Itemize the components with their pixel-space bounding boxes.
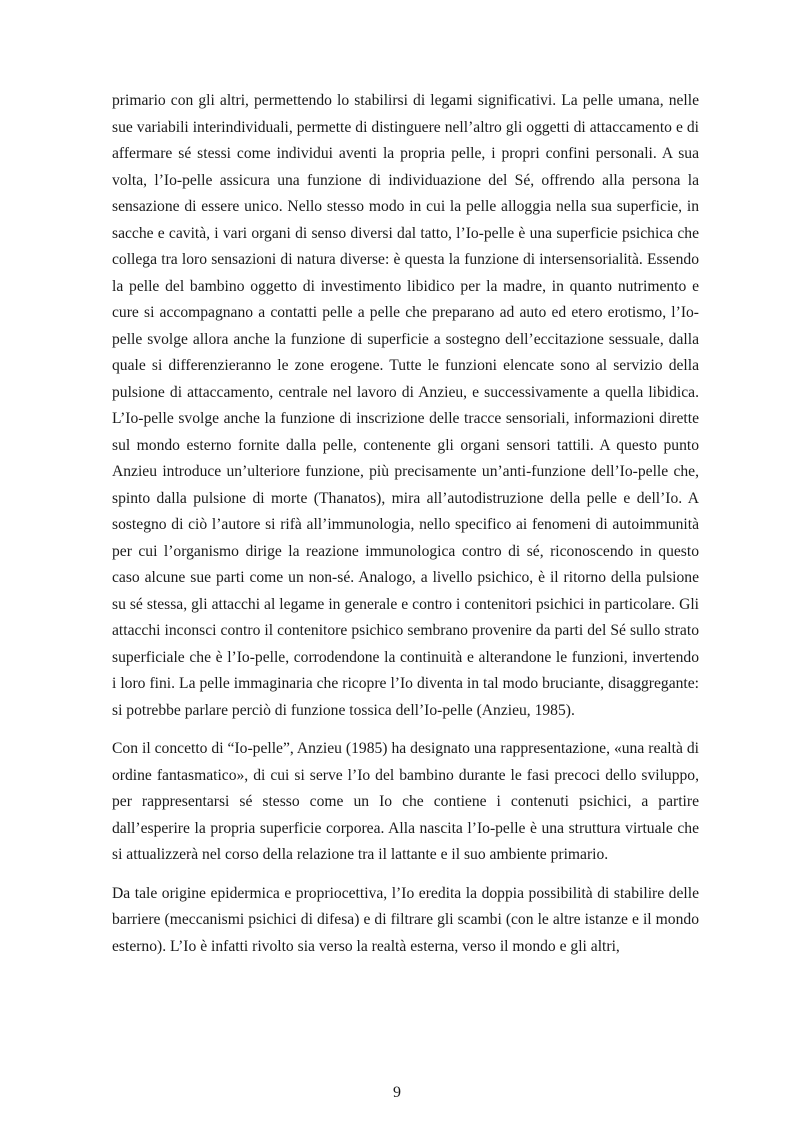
paragraph-io-pelle-functions: primario con gli altri, permettendo lo stabilirsi di legami significativi. La pelle umana, nelle sue variabili interindividuali, permette di distinguere nell’altro gli oggetti di attaccamento e di affermare sé stessi come individui aventi la propria pelle, i propri confini personali. A sua volta, l’Io-pelle assicura una funzione di individuazione del Sé, offrendo alla persona la sensazione di essere unico. Nello stesso modo in cui la pelle alloggia nella sua superficie, in sacche e cavità, i vari organi di senso diversi dal tatto, l’Io-pelle è una superficie psichica che collega tra loro sensazioni di natura diverse: è questa la funzione di intersensorialità. Essendo la pelle del bambino oggetto di investimento libidico per la madre, in quanto nutrimento e cure si accompagnano a contatti pelle a pelle che preparano ad auto ed etero erotismo, l’Io-pelle svolge allora anche la funzione di superficie a sostegno dell’eccitazione sessuale, dalla quale si differenzieranno le zone erogene. Tutte le funzioni elencate sono al servizio della pulsione di attaccamento, centrale nel lavoro di Anzieu, e successivamente a quella libidica. L’Io-pelle svolge anche la funzione di inscrizione delle tracce sensoriali, informazioni dirette sul mondo esterno fornite dalla pelle, contenente gli organi sensori tattili. A questo punto Anzieu introduce un’ulteriore funzione, più precisamente un’anti-funzione dell’Io-pelle che, spinto dalla pulsione di morte (Thanatos), mira all’autodistruzione della pelle e dell’Io. A sostegno di ciò l’autore si rifà all’immunologia, nello specifico ai fenomeni di autoimmunità per cui l’organismo dirige la reazione immunologica contro di sé, riconoscendo in questo caso alcune sue parti come un non-sé. Analogo, a livello psichico, è il ritorno della pulsione su sé stessa, gli attacchi al legame in generale e contro i contenitori psichici in particolare. Gli attacchi inconsci contro il contenitore psichico sembrano provenire da parti del Sé sullo strato superficiale che è l’Io-pelle, corrodendone la continuità e alterandone le funzioni, invertendo i loro fini. La pelle immaginaria che ricopre l’Io diventa in tal modo bruciante, disaggregante: si potrebbe parlare perciò di funzione tossica dell’Io-pelle (Anzieu, 1985).: [112, 92, 699, 719]
page-body: [112, 88, 699, 972]
page-number: 9: [393, 1084, 401, 1101]
paragraph-io-origin: Da tale origine epidermica e propriocettiva, l’Io eredita la doppia possibilità di stabilire delle barriere (meccanismi psichici di difesa) e di filtrare gli scambi (con le altre istanze e il mondo esterno). L’Io è infatti rivolto sia verso la realtà esterna, verso il mondo e gli altri,: [112, 884, 699, 955]
paragraph-io-pelle-concept: Con il concetto di “Io-pelle”, Anzieu (1985) ha designato una rappresentazione, «una realtà di ordine fantasmatico», di cui si serve l’Io del bambino durante le fasi precoci dello sviluppo, per rappresentarsi sé stesso come un Io che contiene i contenuti psichici, a partire dall’esperire la propria superficie corporea. Alla nascita l’Io-pelle è una struttura virtuale che si attualizzerà nel corso della relazione tra il lattante e il suo ambiente primario.: [112, 740, 699, 863]
